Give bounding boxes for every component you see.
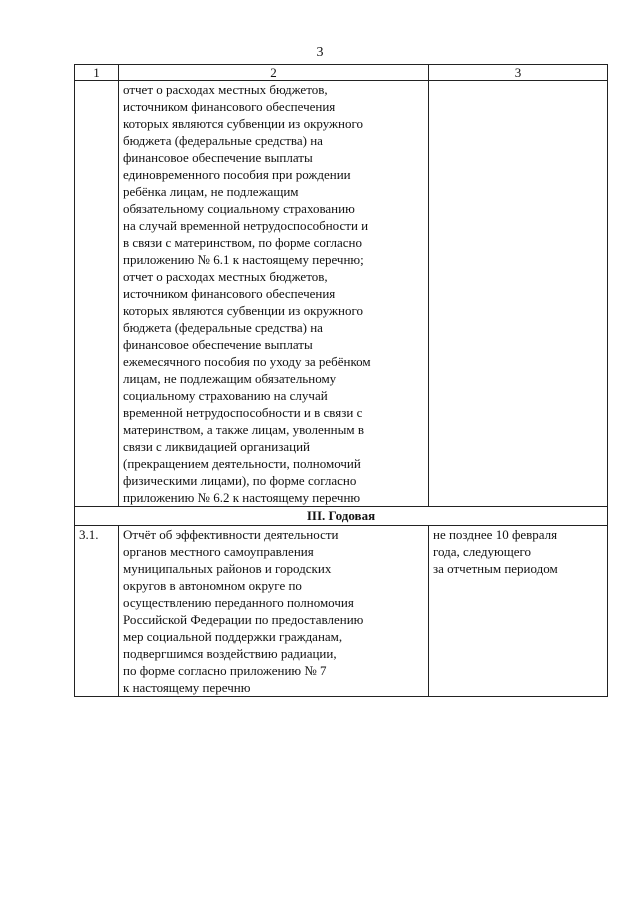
report-description-cell <box>119 526 429 697</box>
description-line: по форме согласно приложению № 7 <box>123 663 327 678</box>
row-number-cell <box>75 81 119 507</box>
description-line: ежемесячного пособия по уходу за ребёнком <box>123 354 371 369</box>
page-number: 3 <box>316 45 324 60</box>
description-line: Российской Федерации по предоставлению <box>123 612 364 627</box>
description-line: источником финансового обеспечения <box>123 286 336 301</box>
deadline-cell <box>429 81 608 507</box>
table-header-row <box>75 65 608 81</box>
deadline-cell <box>429 526 608 697</box>
description-line: материнством, а также лицам, уволенным в <box>123 422 364 437</box>
description-line: в связи с материнством, по форме согласно <box>123 235 362 250</box>
description-line: отчет о расходах местных бюджетов, <box>123 269 328 284</box>
description-line: мер социальной поддержки гражданам, <box>123 629 343 644</box>
description-line: приложению № 6.2 к настоящему перечню <box>123 490 361 505</box>
document-table <box>74 64 608 697</box>
description-line: физическими лицами), по форме согласно <box>123 473 357 488</box>
description-line: на случай временной нетрудоспособности и <box>123 218 369 233</box>
description-line: единовременного пособия при рождении <box>123 167 351 182</box>
report-description-cell <box>119 81 429 507</box>
description-line: связи с ликвидацией организаций <box>123 439 311 454</box>
description-line: отчет о расходах местных бюджетов, <box>123 82 328 97</box>
description-line: подвергшимся воздействию радиации, <box>123 646 337 661</box>
column-header-1: 1 <box>75 65 119 81</box>
row-number-cell: 3.1. <box>75 526 119 697</box>
description-line: муниципальных районов и городских <box>123 561 332 576</box>
table-row <box>75 526 608 697</box>
description-line: к настоящему перечню <box>123 680 251 695</box>
description-line: социальному страхованию на случай <box>123 388 328 403</box>
column-header-2: 2 <box>119 65 429 81</box>
table-row-continuation <box>75 81 608 507</box>
description-line: бюджета (федеральные средства) на <box>123 320 323 335</box>
deadline-line: не позднее 10 февраля <box>433 527 558 542</box>
description-line: органов местного самоуправления <box>123 544 314 559</box>
section-title: III. Годовая <box>75 507 608 526</box>
description-line: осуществлению переданного полномочия <box>123 595 354 610</box>
description-line: бюджета (федеральные средства) на <box>123 133 323 148</box>
description-line: округов в автономном округе по <box>123 578 302 593</box>
description-line: обязательному социальному страхованию <box>123 201 355 216</box>
description-line: (прекращением деятельности, полномочий <box>123 456 361 471</box>
description-line: временной нетрудоспособности и в связи с <box>123 405 363 420</box>
deadline-line: года, следующего <box>433 544 531 559</box>
column-header-3: 3 <box>429 65 608 81</box>
deadline-line: за отчетным периодом <box>433 561 558 576</box>
description-line: лицам, не подлежащим обязательному <box>123 371 337 386</box>
description-line: которых являются субвенции из окружного <box>123 303 363 318</box>
description-line: ребёнка лицам, не подлежащим <box>123 184 299 199</box>
description-line: источником финансового обеспечения <box>123 99 336 114</box>
description-line: приложению № 6.1 к настоящему перечню; <box>123 252 364 267</box>
description-line: которых являются субвенции из окружного <box>123 116 363 131</box>
description-line: финансовое обеспечение выплаты <box>123 337 313 352</box>
description-line: Отчёт об эффективности деятельности <box>123 527 339 542</box>
section-row <box>75 507 608 526</box>
description-line: финансовое обеспечение выплаты <box>123 150 313 165</box>
